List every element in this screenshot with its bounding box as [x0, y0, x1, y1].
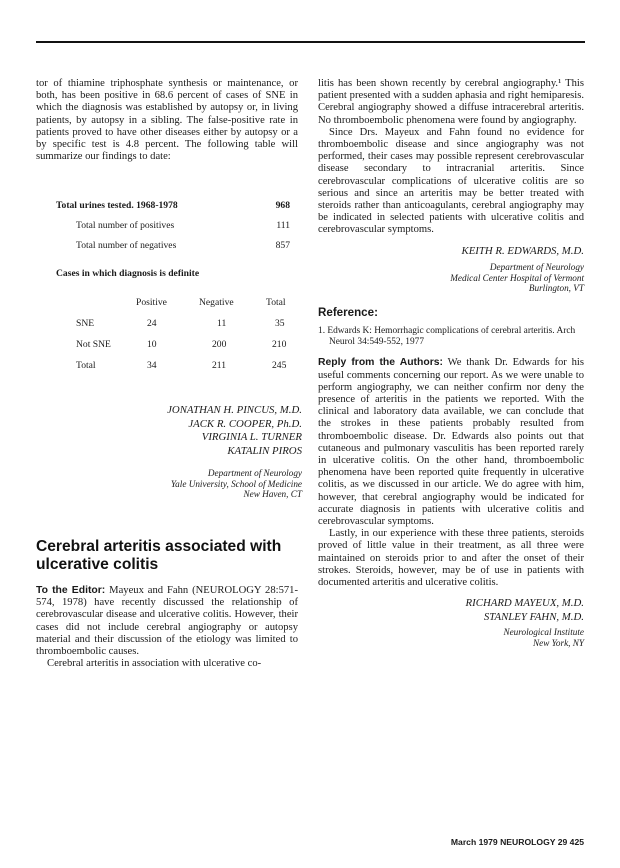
- reply-body: We thank Dr. Edwards for his useful comments concerning our report. As we were unable to perform angiography, we can neither confirm nor deny the presence of arteritis in the patients we reported. With the clinical and laboratory data available, we can conclude that the strokes in these patients probably resulted from thromboembolic disease. Dr. Edwards also points out that cutaneous and pulmonary vasculitis has been reported rarely in ulcerative colitis. On the other hand, thromboembolic phenomena have been reported quite frequently in ulcerative colitis, as we discussed in our article. We do agree with him, however, that cerebral angiography would be indicated for accurate diagnosis in patients with ulcerative colitis and cerebrovascular symptoms.: [318, 357, 584, 527]
- row-value: 111: [276, 220, 290, 231]
- signature-block-1: [120, 404, 302, 500]
- row-label: Total number of positives: [76, 220, 175, 231]
- reference-item: 1. Edwards K: Hemorrhagic complications of cerebral arteritis. Arch Neurol 34:549-552, 1977: [318, 325, 576, 347]
- affiliation-line: Department of Neurology: [207, 468, 302, 479]
- right-paragraph-2: Since Drs. Mayeux and Fahn found no evidence for thromboembolic disease and since angiography was not performed, their cases may possible represent cerebrovascular disease secondary to intracranial arteritis. Since cerebrovascular complications of ulcerative colitis are so serious and since an arteritis may be better treated with steroids rather than anticoagulants, cerebral angiography may be indicated in selected patients with ulcerative colitis and cerebrovascular symptoms.: [318, 126, 584, 236]
- affiliation-line: New York, NY: [533, 637, 584, 648]
- cell: 34: [147, 360, 157, 371]
- affiliation-line: Department of Neurology: [489, 262, 584, 273]
- table-row: [56, 220, 290, 234]
- affiliation-line: Neurological Institute: [503, 627, 584, 638]
- left-column: [36, 78, 298, 163]
- author-name: STANLEY FAHN, M.D.: [483, 610, 584, 623]
- table-title-row: [56, 268, 290, 282]
- page-footer: March 1979 NEUROLOGY 29 425: [450, 837, 584, 847]
- row-label: SNE: [76, 318, 95, 329]
- affiliation-line: Medical Center Hospital of Vermont: [450, 272, 584, 283]
- affiliation-line: Yale University, School of Medicine: [170, 478, 302, 489]
- cell: 245: [272, 360, 287, 371]
- right-column: [318, 78, 584, 648]
- right-paragraph-1: litis has been shown recently by cerebral angiography.¹ This patient presented with a sudden aphasia and right hemiparesis. Cerebral angiography showed a diffuse intracerebral arteritis. No thromboembolic phenomena were found by angiography.: [318, 78, 584, 126]
- col-header: Negative: [199, 297, 234, 308]
- author-name: KEITH R. EDWARDS, M.D.: [461, 244, 584, 257]
- author-name: JONATHAN H. PINCUS, M.D.: [167, 404, 302, 416]
- affiliation-line: New Haven, CT: [243, 489, 302, 500]
- row-value: 968: [275, 200, 290, 211]
- left-bottom-paragraph: Cerebral arteritis in association with ulcerative co-: [47, 658, 262, 670]
- row-label: Total number of negatives: [76, 240, 177, 251]
- row-label: Total: [76, 360, 96, 371]
- affiliation-line: Burlington, VT: [528, 283, 584, 294]
- row-value: 857: [275, 240, 290, 251]
- letter-left-column: [36, 585, 298, 670]
- col-header: Total: [266, 297, 286, 308]
- to-editor-body: Mayeux and Fahn (NEUROLOGY 28:571-574, 1978) have recently discussed the relationship of cerebrovascular disease and ulcerative colitis. However, their cases did not include cerebral angiography or autopsy material and their discussion of the etiology was limited to thromboembolic causes.: [36, 585, 298, 658]
- cell: 211: [212, 360, 227, 371]
- author-name: JACK R. COOPER, Ph.D.: [188, 417, 302, 430]
- reference-heading: Reference:: [318, 305, 378, 319]
- table-row: [56, 240, 290, 254]
- row-label: Not SNE: [76, 339, 111, 350]
- cell: 10: [147, 339, 157, 350]
- cell: 35: [275, 318, 285, 329]
- cell: 200: [212, 339, 227, 350]
- cell: 24: [147, 318, 157, 329]
- col-header: Positive: [136, 297, 167, 308]
- table-row: [56, 200, 290, 214]
- article-title: Cerebral arteritis associated with ulcerative colitis: [36, 538, 282, 573]
- to-editor-paragraph: [36, 585, 298, 658]
- author-name: RICHARD MAYEUX, M.D.: [465, 597, 584, 610]
- reply-paragraph: [318, 357, 584, 528]
- reply-paragraph-2: Lastly, in our experience with these three patients, steroids proved of little value in their treatment, as all three were maintained on steroids prior to and after the onset of their strokes. Steroids, however, may be of use in patients with documented arteritis and ulcerative colitis.: [318, 528, 584, 588]
- cell: 11: [217, 318, 227, 329]
- author-name: VIRGINIA L. TURNER: [201, 431, 302, 444]
- to-editor-lead: To the Editor:: [36, 585, 106, 596]
- cell: 210: [272, 339, 287, 350]
- top-rule: [36, 41, 585, 43]
- author-name: KATALIN PIROS: [227, 444, 302, 457]
- left-top-paragraph: tor of thiamine triphosphate synthesis or maintenance, or both, has been positive in 68.6 percent of cases of SNE in which the diagnosis was established by autopsy or, in living patients, by autopsy in a sibling. The false-positive rate in patients proved to have other diseases either by autopsy or a by specific test is 4.8 percent. The following table will summarize our findings to date:: [36, 78, 298, 163]
- table-title: Cases in which diagnosis is definite: [56, 268, 200, 279]
- row-label: Total urines tested. 1968-1978: [56, 200, 178, 211]
- reply-lead: Reply from the Authors:: [318, 357, 443, 369]
